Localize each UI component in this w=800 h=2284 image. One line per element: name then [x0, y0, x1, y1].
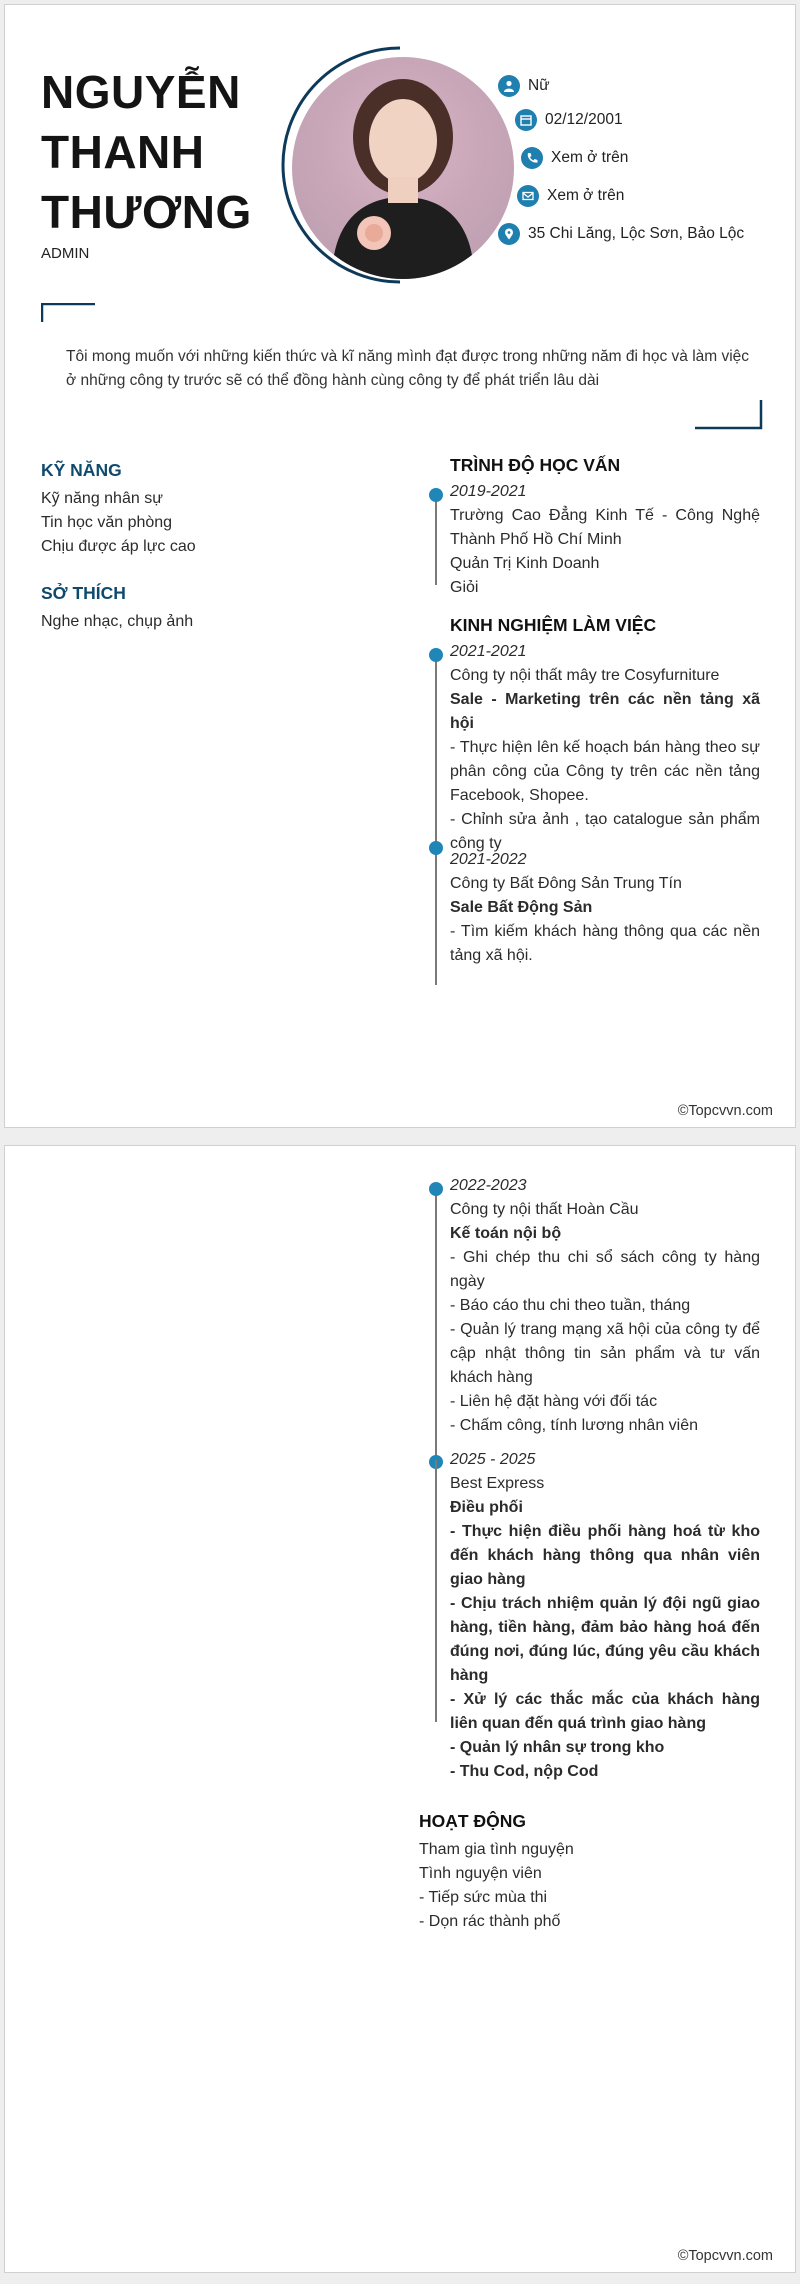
- experience-entry: [450, 848, 760, 968]
- job-detail: - Thu Cod, nộp Cod: [450, 1763, 599, 1780]
- education-date: 2019-2021: [450, 483, 527, 500]
- activity-item: - Tiếp sức mùa thi: [419, 1889, 548, 1906]
- job-date: 2021-2021: [450, 643, 527, 660]
- calendar-icon: [515, 109, 537, 131]
- job-detail: - Chịu trách nhiệm quản lý đội ngũ giao hàng, tiền hàng, đảm bảo hàng hoá đến đúng nơi, đúng lúc, đúng yêu cầu khách hàng: [450, 1595, 760, 1684]
- education-major: Quản Trị Kinh Doanh: [450, 555, 600, 572]
- timeline-line: [435, 493, 437, 585]
- career-objective: Tôi mong muốn với những kiến thức và kĩ năng mình đạt được trong những năm đi học và làm việc ở những công ty trước sẽ có thể đồng hành cùng công ty để phát triển lâu dài: [66, 348, 750, 389]
- job-detail: - Quản lý nhân sự trong kho: [450, 1739, 665, 1756]
- job-position: Kế toán nội bộ: [450, 1225, 562, 1242]
- activity-item: Tham gia tình nguyện: [419, 1841, 574, 1858]
- skill-item: Chịu được áp lực cao: [41, 538, 196, 555]
- job-date: 2025 - 2025: [450, 1451, 536, 1468]
- skills-heading: KỸ NĂNG: [41, 460, 122, 480]
- job-company: Công ty nội thất mây tre Cosyfurniture: [450, 667, 720, 684]
- job-detail: - Tìm kiếm khách hàng thông qua các nền tảng xã hội.: [450, 923, 760, 964]
- email-value[interactable]: Xem ở trên: [547, 187, 625, 204]
- cv-page-2: [4, 1145, 796, 2273]
- education-entry: [450, 480, 760, 600]
- job-detail: - Quản lý trang mạng xã hội của công ty để cập nhật thông tin sản phẩm và tư vấn khách hàng: [450, 1321, 760, 1386]
- footer-watermark: ©Topcvvn.com: [677, 1103, 773, 1119]
- job-position: Sale - Marketing trên các nền tảng xã hội: [450, 691, 760, 732]
- profile-photo-frame: [280, 45, 520, 285]
- gender-value: Nữ: [528, 77, 550, 94]
- phone-value[interactable]: Xem ở trên: [551, 149, 629, 166]
- education-heading: TRÌNH ĐỘ HỌC VẤN: [450, 455, 621, 475]
- skill-item: Tin học văn phòng: [41, 514, 173, 531]
- corner-decoration-top: [41, 303, 97, 323]
- job-detail: - Báo cáo thu chi theo tuần, tháng: [450, 1297, 691, 1314]
- job-detail: - Liên hệ đặt hàng với đối tác: [450, 1393, 658, 1410]
- job-detail: - Chấm công, tính lương nhân viên: [450, 1417, 699, 1434]
- job-date: 2022-2023: [450, 1177, 527, 1194]
- job-detail: - Thực hiện điều phối hàng hoá từ kho đến khách hàng thông qua nhân viên giao hàng: [450, 1523, 760, 1588]
- hobbies-heading: SỞ THÍCH: [41, 583, 126, 603]
- contact-email: [517, 185, 624, 207]
- timeline-dot: [429, 488, 443, 502]
- activity-item: Tình nguyện viên: [419, 1865, 542, 1882]
- phone-icon: [521, 147, 543, 169]
- timeline-line: [435, 653, 437, 985]
- job-position: Sale Bất Động Sản: [450, 899, 593, 916]
- address-value: 35 Chi Lăng, Lộc Sơn, Bảo Lộc: [528, 225, 745, 242]
- experience-entry: [450, 1174, 760, 1438]
- experience-heading: KINH NGHIỆM LÀM VIỆC: [450, 615, 657, 635]
- location-pin-icon: [498, 223, 520, 245]
- portrait-illustration: [292, 57, 514, 279]
- mail-icon: [517, 185, 539, 207]
- contact-birthday: [515, 109, 623, 131]
- job-date: 2021-2022: [450, 851, 527, 868]
- user-icon: [498, 75, 520, 97]
- avatar: [292, 57, 514, 279]
- job-title: ADMIN: [41, 245, 90, 262]
- name-line-3: THƯƠNG: [41, 186, 252, 238]
- education-school: Trường Cao Đẳng Kinh Tế - Công Nghệ Thành Phố Hồ Chí Minh: [450, 507, 760, 548]
- cv-page-1: [4, 4, 796, 1128]
- contact-gender: [498, 75, 550, 97]
- experience-entry: [450, 640, 760, 856]
- contact-address: [498, 223, 744, 245]
- job-detail: - Ghi chép thu chi sổ sách công ty hàng ngày: [450, 1249, 760, 1290]
- hobbies-text: Nghe nhạc, chụp ảnh: [41, 613, 194, 630]
- name-line-1: NGUYỄN: [41, 66, 241, 118]
- timeline-dot: [429, 841, 443, 855]
- activities-heading: HOẠT ĐỘNG: [419, 1811, 526, 1831]
- corner-decoration-bottom: [695, 400, 763, 430]
- job-company: Công ty Bất Đông Sản Trung Tín: [450, 875, 682, 892]
- activity-item: - Dọn rác thành phố: [419, 1913, 561, 1930]
- education-grade: Giỏi: [450, 579, 479, 596]
- job-company: Công ty nội thất Hoàn Cầu: [450, 1201, 639, 1218]
- footer-watermark: ©Topcvvn.com: [677, 2248, 773, 2264]
- timeline-dot: [429, 648, 443, 662]
- job-detail: - Xử lý các thắc mắc của khách hàng liên quan đến quá trình giao hàng: [450, 1691, 760, 1732]
- contact-phone: [521, 147, 628, 169]
- skill-item: Kỹ năng nhân sự: [41, 490, 163, 507]
- job-company: Best Express: [450, 1475, 545, 1492]
- experience-entry: [450, 1448, 760, 1784]
- timeline-dot: [429, 1182, 443, 1196]
- birthday-value: 02/12/2001: [545, 111, 623, 128]
- name-line-2: THANH: [41, 126, 205, 178]
- timeline-line: [435, 1460, 437, 1722]
- job-detail: - Thực hiện lên kế hoạch bán hàng theo sự phân công của Công ty trên các nền tảng Facebook, Shopee.: [450, 739, 760, 804]
- job-detail: - Chỉnh sửa ảnh , tạo catalogue sản phẩm công ty: [450, 811, 760, 852]
- job-position: Điều phối: [450, 1499, 523, 1516]
